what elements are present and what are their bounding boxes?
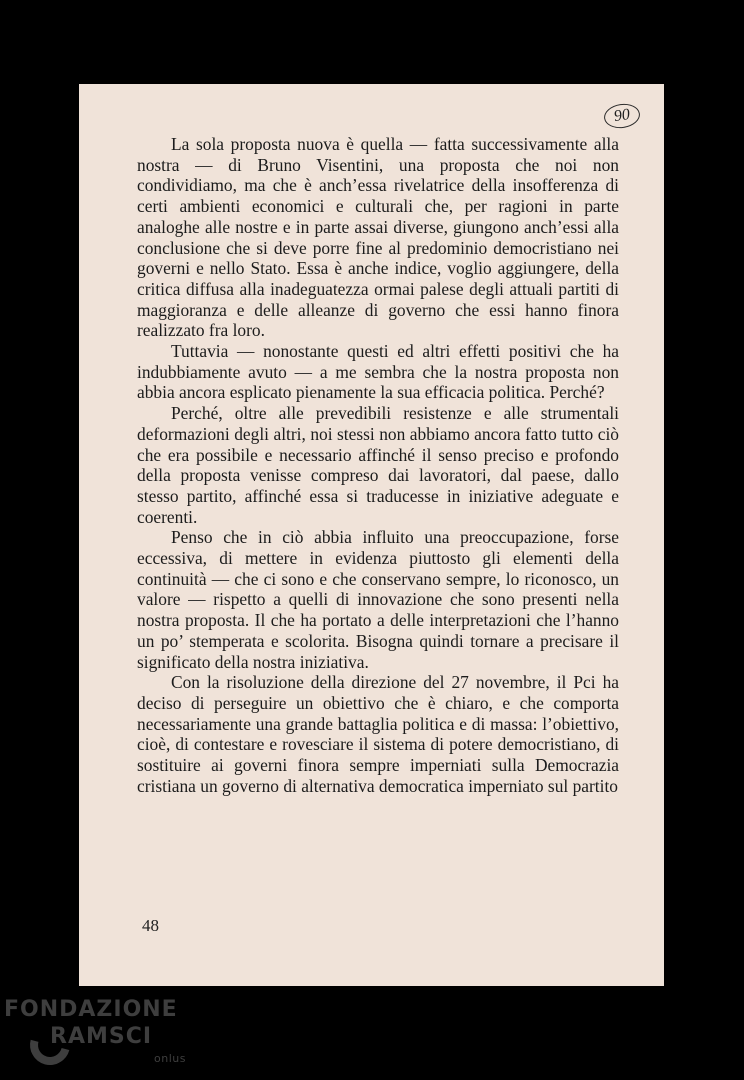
- document-page: [79, 84, 664, 986]
- logo-line-1: FONDAZIONE: [4, 997, 178, 1022]
- logo-line-2: [30, 1025, 190, 1075]
- paragraph: Con la risoluzione della direzione del 27 novembre, il Pci ha deciso di perseguire un obiettivo che è chiaro, e che comporta necessariamente una grande battaglia politica e di massa: l’obiettivo, cioè, di contestare e rovesciare il sistema di potere democristiano, di sostituire ai governi finora sempre imperniati sulla Democrazia cristiana un governo di alternativa democratica imperniato sul partito: [137, 672, 619, 796]
- fondazione-gramsci-logo: [4, 997, 186, 1065]
- paragraph: Perché, oltre alle prevedibili resistenze e alle strumentali deformazioni degli altri, noi stessi non abbiamo ancora fatto tutto ciò che era possibile e necessario affinché il senso preciso e profondo della proposta venisse compreso dai lavoratori, dal paese, dallo stesso partito, affinché essa si traducesse in iniziative adeguate e coerenti.: [137, 403, 619, 527]
- paragraph: Penso che in ciò abbia influito una preoccupazione, forse eccessiva, di mettere in evidenza piuttosto gli elementi della continuità — che ci sono e che conservano sempre, lo riconosco, un valore — rispetto a quelli di innovazione che sono presenti nella nostra proposta. Il che ha portato a delle interpretazioni che l’hanno un po’ stemperata e scolorita. Bisogna quindi tornare a precisare il significato della nostra iniziativa.: [137, 527, 619, 672]
- logo-onlus: onlus: [154, 1052, 186, 1065]
- paragraph: La sola proposta nuova è quella — fatta successivamente alla nostra — di Bruno Visentini, una proposta che noi non condividiamo, ma che è anch’essa rivelatrice della insofferenza di certi ambienti economici e culturali che, per ragioni in parte analoghe alle nostre e in parte assai diverse, giungono anch’essi alla conclusione che si deve porre fine al predominio democristiano nei governi e nello Stato. Essa è anche indice, voglio aggiungere, della critica diffusa alla inadeguatezza ormai palese degli attuali partiti di maggioranza e delle alleanze di governo che essi hanno finora realizzato fra loro.: [137, 134, 619, 341]
- logo-line-2-text: RAMSCI: [50, 1024, 153, 1049]
- handwritten-page-annotation: 90: [603, 102, 642, 131]
- page-number: 48: [142, 916, 159, 935]
- body-text: [137, 134, 619, 797]
- paragraph: Tuttavia — nonostante questi ed altri effetti positivi che ha indubbiamente avuto — a me sembra che la nostra proposta non abbia ancora esplicato pienamente la sua efficacia politica. Perché?: [137, 341, 619, 403]
